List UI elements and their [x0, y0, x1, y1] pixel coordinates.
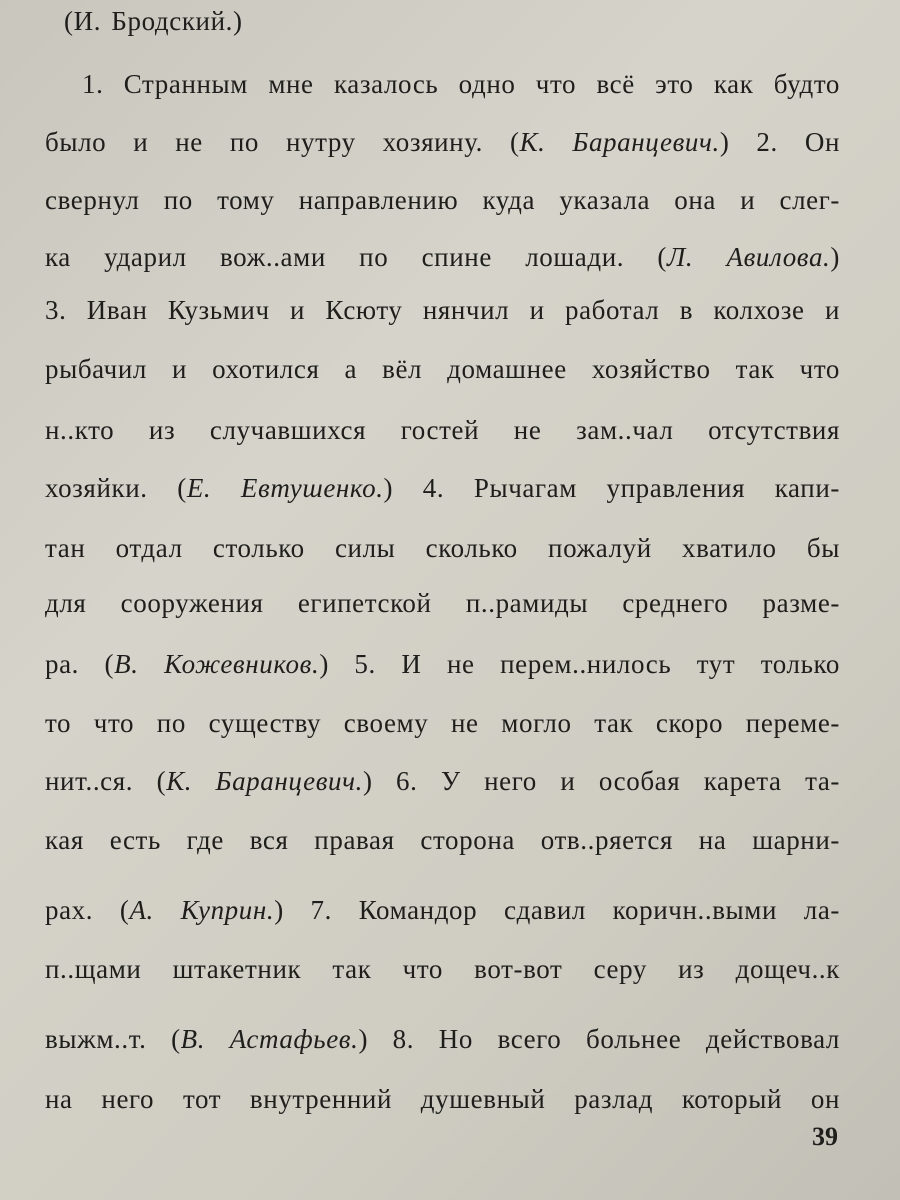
line-17-part-1: п..щами штакетник так что вот-вот серу из дощеч..к	[45, 954, 840, 984]
line-19-part-1: на него тот внутренний душевный разлад который он	[45, 1084, 840, 1114]
line-15-part-1: кая есть где вся правая сторона отв..ряется на шарни-	[45, 825, 840, 855]
line-12-part-3: ) 5. И не перем..нилось тут только	[319, 649, 840, 679]
text-line-9	[45, 471, 840, 505]
line-16-part-3: ) 7. Командор сдавил коричн..выми ла-	[274, 895, 841, 925]
text-line-13	[45, 706, 840, 740]
text-line-15	[45, 823, 840, 857]
line-11-part-1: для сооружения египетской п..рамиды среднего разме-	[45, 588, 840, 618]
line-7-part-1: рыбачил и охотился а вёл домашнее хозяйство так что	[45, 354, 840, 384]
text-line-14	[45, 764, 840, 798]
line-14-part-1: нит..ся. (	[45, 766, 167, 796]
line-9-author: Е. Евтушенко.	[186, 473, 384, 503]
line-16-part-1: рах. (	[45, 895, 130, 925]
line-12-author: В. Кожевников.	[114, 649, 320, 679]
text-line-11	[45, 586, 840, 620]
line-13-part-1: то что по существу своему не могло так скоро переме-	[45, 708, 840, 738]
page-number: 39	[812, 1122, 838, 1151]
line-4-part-1: свернул по тому направлению куда указала она и слег-	[45, 185, 840, 215]
text-line-7	[45, 352, 840, 386]
line-3-part-3: ) 2. Он	[719, 127, 840, 157]
text-line-1	[64, 4, 859, 38]
text-line-3	[45, 125, 840, 159]
line-3-part-1: было и не по нутру хозяину. (	[45, 127, 520, 157]
line-9-part-3: ) 4. Рычагам управления капи-	[383, 473, 840, 503]
line-1-part-1: (И. Бродский.)	[64, 6, 243, 36]
line-18-part-1: выжм..т. (	[45, 1024, 181, 1054]
line-5-part-3: )	[830, 242, 840, 272]
line-16-author: А. Куприн.	[129, 895, 275, 925]
line-3-author: К. Баранцевич.	[519, 127, 720, 157]
text-line-12	[45, 647, 840, 681]
text-line-4	[45, 183, 840, 217]
text-line-19	[45, 1082, 840, 1116]
text-line-2	[82, 67, 840, 101]
line-9-part-1: хозяйки. (	[45, 473, 187, 503]
line-14-part-3: ) 6. У него и особая карета та-	[362, 766, 840, 796]
text-line-10	[45, 531, 840, 565]
line-6-part-1: 3. Иван Кузьмич и Ксюту нянчил и работал в колхозе и	[45, 295, 840, 325]
text-line-18	[45, 1022, 840, 1056]
line-18-part-3: ) 8. Но всего больнее действовал	[358, 1024, 841, 1054]
line-8-part-1: н..кто из случавшихся гостей не зам..чал отсутствия	[45, 415, 840, 445]
text-line-8	[45, 413, 840, 447]
line-2-part-1: 1. Странным мне казалось одно что всё это как будто	[82, 69, 840, 99]
text-line-6	[45, 293, 840, 327]
text-line-5	[45, 240, 840, 274]
text-line-16	[45, 893, 840, 927]
line-14-author: К. Баранцевич.	[166, 766, 363, 796]
line-5-author: Л. Авилова.	[666, 242, 831, 272]
line-10-part-1: тан отдал столько силы сколько пожалуй хватило бы	[45, 533, 840, 563]
line-18-author: В. Астафьев.	[180, 1024, 359, 1054]
line-12-part-1: ра. (	[45, 649, 115, 679]
text-line-17	[45, 952, 840, 986]
line-5-part-1: ка ударил вож..ами по спине лошади. (	[45, 242, 667, 272]
